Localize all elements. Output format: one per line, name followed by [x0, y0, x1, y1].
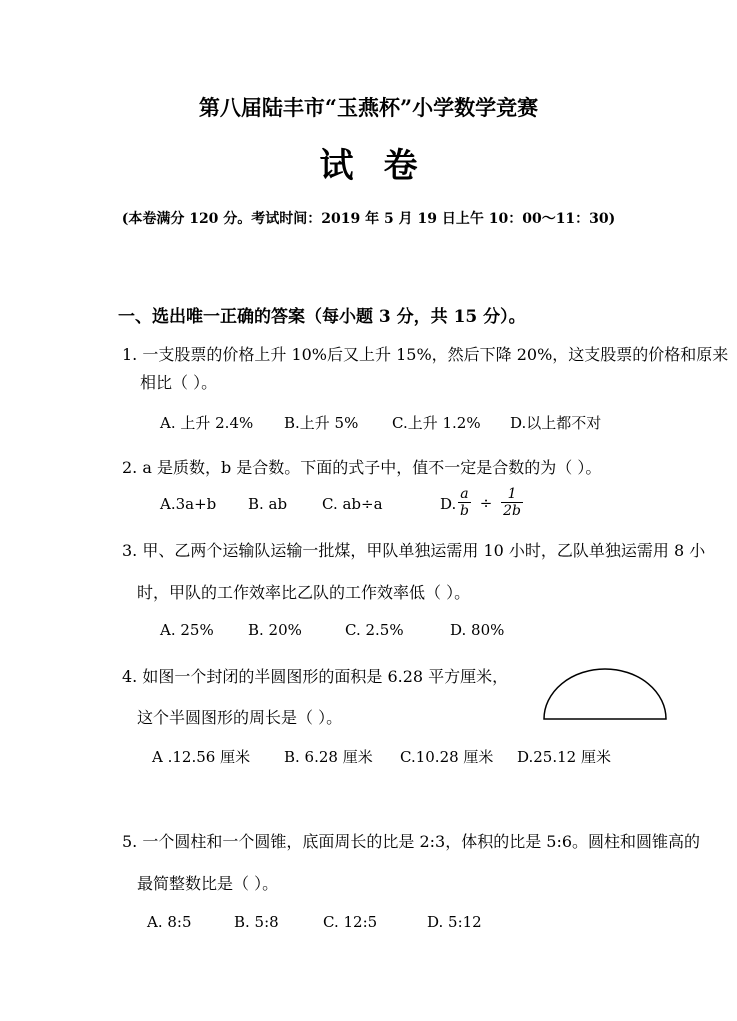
q5-option-c: C. 12:5	[323, 913, 378, 931]
q3-option-d: D. 80%	[450, 621, 505, 639]
q1-option-a: A. 上升 2.4%	[160, 414, 254, 432]
exam-note: (本卷满分 120 分。考试时间：2019 年 5 月 19 日上午 10：00～11：30)	[121, 211, 616, 227]
q5-line2: 最简整数比是（ ）。	[137, 874, 279, 893]
division-sign: ÷	[479, 493, 493, 512]
q5-option-b: B. 5:8	[234, 913, 279, 931]
fraction-1-over-2b	[501, 486, 523, 519]
q2-option-b: B. ab	[248, 495, 288, 513]
fraction-numerator: 1	[501, 486, 523, 503]
q4-option-d: D.25.12 厘米	[517, 748, 611, 766]
fraction-a-over-b	[458, 486, 471, 519]
q2-option-c: C. ab÷a	[322, 495, 383, 513]
q3-option-b: B. 20%	[248, 621, 302, 639]
q4-line2: 这个半圆图形的周长是（ ）。	[137, 708, 343, 727]
fraction-numerator: a	[458, 486, 471, 503]
exam-title: 第八届陆丰市“玉燕杯”小学数学竞赛	[198, 95, 539, 120]
q5-line1: 5. 一个圆柱和一个圆锥，底面周长的比是 2:3，体积的比是 5:6。圆柱和圆锥高的	[122, 832, 701, 851]
q2-line1: 2. a 是质数，b 是合数。下面的式子中，值不一定是合数的为（ ）。	[122, 458, 602, 477]
fraction-denominator: 2b	[503, 503, 521, 519]
q1-option-c: C.上升 1.2%	[392, 414, 481, 432]
q2-option-d-expression	[458, 486, 523, 519]
q1-line2: 相比（ ）。	[140, 373, 218, 392]
semicircle-figure	[541, 664, 671, 724]
q3-option-c: C. 2.5%	[345, 621, 404, 639]
fraction-denominator: b	[460, 503, 469, 519]
q4-option-c: C.10.28 厘米	[400, 748, 494, 766]
q4-option-a: A .12.56 厘米	[152, 748, 251, 766]
q4-line1: 4. 如图一个封闭的半圆图形的面积是 6.28 平方厘米，	[122, 667, 509, 686]
q5-option-a: A. 8:5	[147, 913, 192, 931]
q5-option-d: D. 5:12	[427, 913, 482, 931]
q1-option-d: D.以上都不对	[510, 414, 602, 432]
exam-subtitle: 试卷	[319, 146, 448, 186]
q3-line1: 3. 甲、乙两个运输队运输一批煤，甲队单独运需用 10 小时，乙队单独运需用 8 小	[122, 541, 706, 560]
q1-line1: 1. 一支股票的价格上升 10%后又上升 15%，然后下降 20%，这支股票的价格和原来	[122, 345, 729, 364]
q2-option-a: A.3a+b	[160, 495, 217, 513]
q2-option-d: D.	[440, 495, 457, 513]
q4-option-b: B. 6.28 厘米	[284, 748, 373, 766]
q3-line2: 时，甲队的工作效率比乙队的工作效率低（ ）。	[137, 583, 471, 602]
section-heading: 一、选出唯一正确的答案（每小题 3 分，共 15 分）。	[118, 307, 526, 327]
q1-option-b: B.上升 5%	[284, 414, 359, 432]
q3-option-a: A. 25%	[160, 621, 214, 639]
